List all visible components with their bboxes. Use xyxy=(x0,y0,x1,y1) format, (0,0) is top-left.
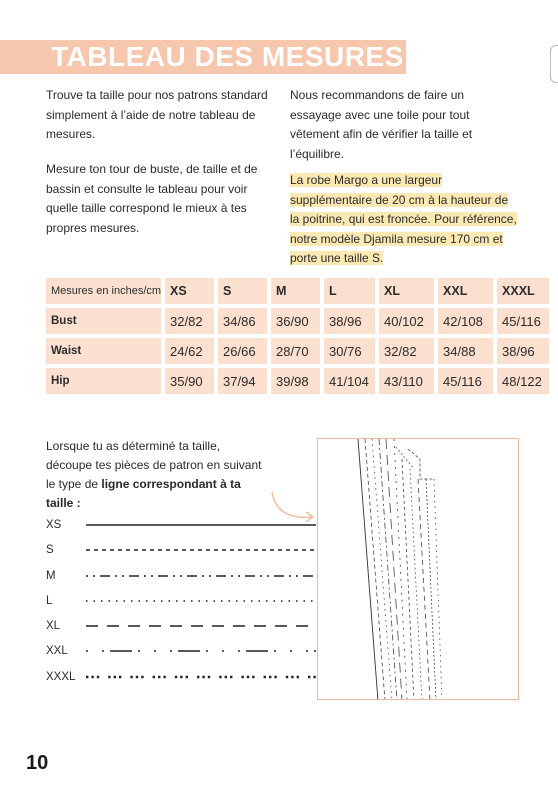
size-header-l: L xyxy=(324,278,375,304)
line-sample-dash-dot xyxy=(86,569,322,583)
size-header-xxl: XXL xyxy=(438,278,493,304)
size-header-s: S xyxy=(218,278,267,304)
size-table xyxy=(42,274,553,398)
row-label-hip: Hip xyxy=(46,368,161,394)
table-cell: 26/66 xyxy=(218,338,267,364)
table-cell: 45/116 xyxy=(438,368,493,394)
table-cell: 34/86 xyxy=(218,308,267,334)
line-label-xxl: XXL xyxy=(46,645,68,658)
cut-text-end: à ta taille : xyxy=(46,477,241,510)
table-cell: 35/90 xyxy=(165,368,214,394)
table-cell: 36/90 xyxy=(271,308,320,334)
table-cell: 48/122 xyxy=(497,368,549,394)
cut-instructions xyxy=(46,437,264,513)
line-sample-dash xyxy=(86,543,322,557)
fitting-paragraph: Nous recommandons de faire un essayage avec une toile pour tout vêtement afin de vérifier la taille et l’équilibre. xyxy=(290,88,473,161)
table-cell: 40/102 xyxy=(379,308,434,334)
size-header-row xyxy=(46,278,549,304)
model-note-highlight: La robe Margo a une largeur supplémentaire de 20 cm à la hauteur de la poitrine, qui est froncée. Pour référence, notre modèle Djamila mesure 170 cm et porte une taille S. xyxy=(290,173,517,265)
measure-paragraph: Mesure ton tour de buste, de taille et de bassin et consulte le tableau pour voir quelle taille correspond le mieux à tes propres mesures. xyxy=(46,162,258,235)
table-corner: Mesures en inches/cm xyxy=(46,278,161,304)
intro-paragraph: Trouve ta taille pour nos patrons standard simplement à l’aide de notre tableau de mesures. xyxy=(46,88,268,141)
pattern-detail-illustration xyxy=(317,438,519,700)
size-header-m: M xyxy=(271,278,320,304)
table-cell: 43/110 xyxy=(379,368,434,394)
table-row-bust xyxy=(46,308,549,334)
page-number: 10 xyxy=(26,752,49,774)
table-cell: 32/82 xyxy=(379,338,434,364)
line-sample-dot xyxy=(86,594,322,608)
row-label-bust: Bust xyxy=(46,308,161,334)
table-cell: 42/108 xyxy=(438,308,493,334)
size-header-xl: XL xyxy=(379,278,434,304)
table-row-waist xyxy=(46,338,549,364)
pattern-lines-drawing xyxy=(318,439,519,700)
line-sample-dot-dash-dot xyxy=(86,644,322,658)
cut-text-bold: ligne correspondant xyxy=(101,477,217,491)
table-cell: 37/94 xyxy=(218,368,267,394)
table-cell: 41/104 xyxy=(324,368,375,394)
table-cell: 32/82 xyxy=(165,308,214,334)
page-edge-tab xyxy=(550,45,558,83)
table-cell: 28/70 xyxy=(271,338,320,364)
table-cell: 38/96 xyxy=(324,308,375,334)
line-label-xl: XL xyxy=(46,620,61,633)
table-cell: 24/62 xyxy=(165,338,214,364)
line-label-m: M xyxy=(46,569,56,582)
table-cell: 30/76 xyxy=(324,338,375,364)
size-header-xxxl: XXXL xyxy=(497,278,549,304)
line-sample-double-dot xyxy=(86,670,322,684)
table-row-hip xyxy=(46,368,549,394)
table-cell: 34/88 xyxy=(438,338,493,364)
model-note xyxy=(290,171,518,269)
line-label-xxxl: XXXL xyxy=(46,670,76,683)
row-label-waist: Waist xyxy=(46,338,161,364)
size-header-xs: XS xyxy=(165,278,214,304)
line-label-l: L xyxy=(46,594,53,607)
cut-text-start: Lorsque tu as déterminé ta taille, découpe tes pièces de patron en suivant le type de xyxy=(46,439,262,491)
table-cell: 39/98 xyxy=(271,368,320,394)
table-cell: 38/96 xyxy=(497,338,549,364)
line-sample-long-dash xyxy=(86,619,322,633)
line-label-s: S xyxy=(46,544,54,557)
table-cell: 45/116 xyxy=(497,308,549,334)
page-title: TABLEAU DES MESURES xyxy=(51,41,404,72)
line-label-xs: XS xyxy=(46,519,62,531)
curved-arrow-icon xyxy=(270,490,320,530)
